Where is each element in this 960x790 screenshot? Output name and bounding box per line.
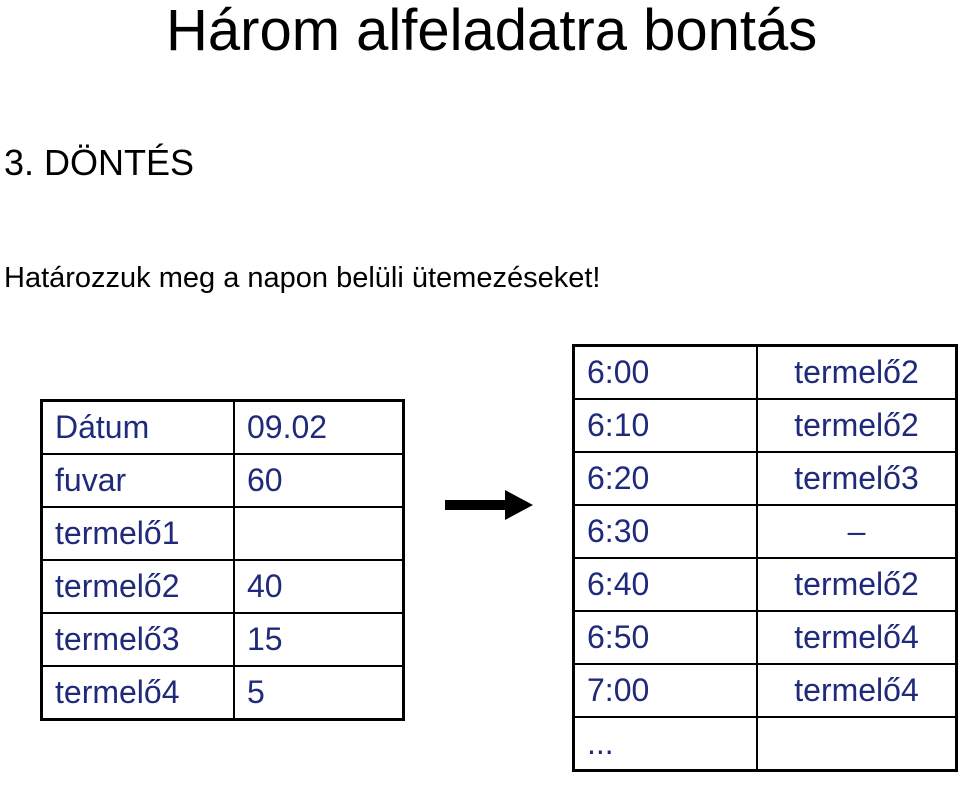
table-row (42, 560, 404, 613)
row-label: termelő1 (42, 507, 235, 560)
schedule-producer (757, 717, 957, 771)
table-row (42, 454, 404, 507)
row-value: 60 (234, 454, 404, 507)
schedule-table (572, 344, 958, 772)
row-label: Dátum (42, 401, 235, 455)
schedule-producer: termelő2 (757, 346, 957, 400)
daily-data-table (40, 399, 405, 721)
table-row (42, 666, 404, 720)
row-value: 09.02 (234, 401, 404, 455)
table-row (42, 507, 404, 560)
table-row (574, 505, 957, 558)
schedule-time: 6:30 (574, 505, 758, 558)
section-heading: 3. DÖNTÉS (4, 142, 195, 183)
schedule-time: 6:10 (574, 399, 758, 452)
table-row (42, 613, 404, 666)
schedule-producer: termelő3 (757, 452, 957, 505)
page-title: Három alfeladatra bontás (166, 0, 818, 63)
schedule-time: 6:00 (574, 346, 758, 400)
schedule-time: 6:20 (574, 452, 758, 505)
row-value: 5 (234, 666, 404, 720)
schedule-producer: termelő2 (757, 399, 957, 452)
table-row (574, 558, 957, 611)
table-row (574, 452, 957, 505)
right-arrow-icon (445, 489, 535, 521)
table-row (574, 717, 957, 771)
schedule-producer: termelő4 (757, 664, 957, 717)
row-label: termelő2 (42, 560, 235, 613)
schedule-time: 6:40 (574, 558, 758, 611)
row-value: 15 (234, 613, 404, 666)
row-label: fuvar (42, 454, 235, 507)
row-value (234, 507, 404, 560)
schedule-time: 7:00 (574, 664, 758, 717)
schedule-time: 6:50 (574, 611, 758, 664)
table-row (574, 346, 957, 400)
row-label: termelő3 (42, 613, 235, 666)
table-row (574, 611, 957, 664)
schedule-producer: termelő2 (757, 558, 957, 611)
instruction-text: Határozzuk meg a napon belüli ütemezéseket! (4, 262, 601, 294)
table-row (42, 401, 404, 455)
row-value: 40 (234, 560, 404, 613)
row-label: termelő4 (42, 666, 235, 720)
table-row (574, 664, 957, 717)
schedule-time: ... (574, 717, 758, 771)
schedule-producer: – (757, 505, 957, 558)
schedule-producer: termelő4 (757, 611, 957, 664)
table-row (574, 399, 957, 452)
